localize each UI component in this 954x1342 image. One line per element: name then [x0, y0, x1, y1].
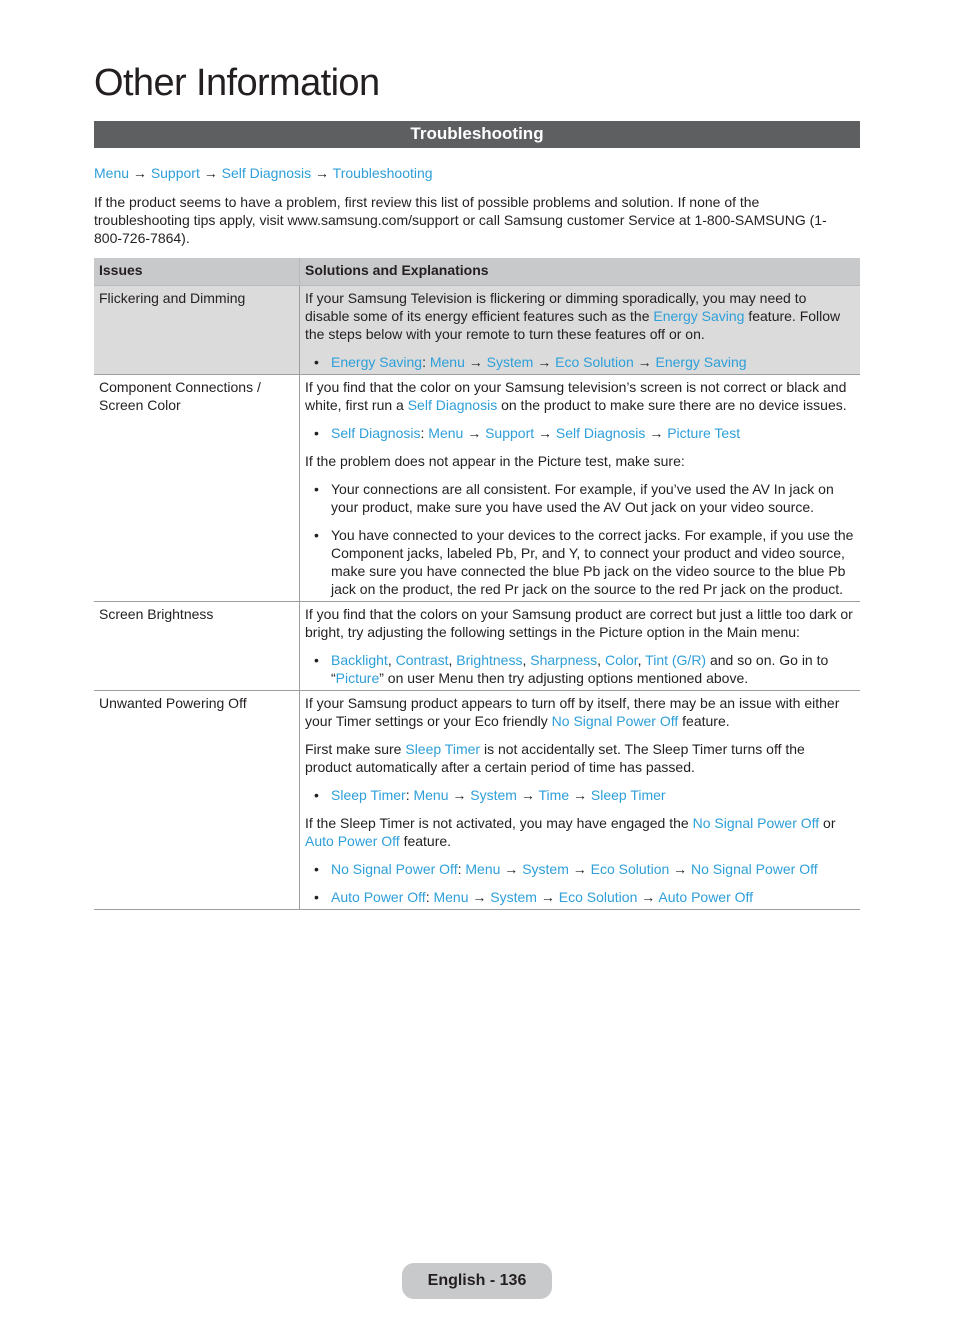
text: If your Samsung product appears to turn off by itself, there may be an issue with either your Timer settings or your Eco friendly: [305, 695, 840, 729]
bullet-list: [305, 651, 854, 687]
link-menu[interactable]: Menu: [413, 787, 449, 803]
troubleshooting-table: [94, 258, 860, 910]
arrow-icon: →: [538, 425, 553, 441]
link-system[interactable]: System: [486, 354, 534, 370]
text: feature.: [678, 713, 730, 729]
solution-paragraph: [305, 740, 854, 776]
link-no-signal-power-off[interactable]: No Signal Power Off: [691, 861, 818, 877]
arrow-icon: →: [673, 861, 688, 877]
menu-path-item: • No Signal Power Off: Menu → System → Eco Solution → No Signal Power Off: [331, 860, 854, 878]
arrow-icon: →: [540, 889, 555, 905]
issue-cell: Flickering and Dimming: [94, 286, 300, 375]
menu-path-item: • Auto Power Off: Menu → System → Eco Solution → Auto Power Off: [331, 888, 854, 906]
breadcrumb-menu[interactable]: Menu: [94, 165, 130, 181]
list-item: • Backlight, Contrast, Brightness, Sharpness, Color, Tint (G/R) and so on. Go in to “Picture” on user Menu then try adjusting options mentioned above.: [331, 651, 854, 687]
link-no-signal-power-off[interactable]: No Signal Power Off: [551, 713, 679, 729]
text: on the product to make sure there are no device issues.: [497, 397, 847, 413]
arrow-icon: →: [315, 165, 330, 181]
header-solutions: Solutions and Explanations: [300, 258, 861, 286]
text: feature. Follow the steps below with your remote to turn these features off or on.: [305, 308, 841, 342]
solution-paragraph: [305, 694, 854, 730]
breadcrumb-troubleshooting[interactable]: Troubleshooting: [332, 165, 433, 181]
link-brightness[interactable]: Brightness: [456, 652, 523, 668]
link-auto-power-off[interactable]: Auto Power Off: [331, 889, 426, 905]
link-picture[interactable]: Picture: [335, 670, 380, 686]
link-sleep-timer[interactable]: Sleep Timer: [590, 787, 666, 803]
link-auto-power-off[interactable]: Auto Power Off: [305, 833, 400, 849]
issue-cell: Unwanted Powering Off: [94, 691, 300, 910]
link-contrast[interactable]: Contrast: [395, 652, 449, 668]
link-auto-power-off[interactable]: Auto Power Off: [658, 889, 754, 905]
arrow-icon: →: [573, 787, 587, 803]
bullet-list: [305, 860, 854, 906]
text: If your Samsung Television is flickering or dimming sporadically, you may need to disable some of its energy efficient features such as the: [305, 290, 807, 324]
arrow-icon: →: [520, 787, 535, 803]
arrow-icon: →: [537, 354, 552, 370]
list-item: • Your connections are all consistent. For example, if you’ve used the AV In jack on your product, make sure you have used the AV Out jack on your video source.: [331, 480, 854, 516]
bullet-list: [305, 480, 854, 598]
solution-paragraph: If the problem does not appear in the Picture test, make sure:: [305, 453, 685, 469]
link-energy-saving[interactable]: Energy Saving: [655, 354, 747, 370]
solution-cell: [300, 375, 861, 602]
link-eco-solution[interactable]: Eco Solution: [555, 354, 634, 370]
solution-paragraph: [305, 814, 854, 850]
text: or: [819, 815, 836, 831]
arrow-icon: →: [637, 354, 652, 370]
solution-paragraph: If you find that the colors on your Samsung product are correct but just a little too dark or bright, try adjusting the following settings in the Picture option in the Main menu:: [305, 606, 853, 640]
arrow-icon: →: [132, 165, 147, 181]
text: ” on user Menu then try adjusting options mentioned above.: [379, 670, 749, 686]
menu-path-item: • Sleep Timer: Menu → System → Time → Sleep Timer: [331, 786, 854, 804]
page-number-badge: [402, 1263, 552, 1299]
issue-cell: Screen Brightness: [94, 602, 300, 691]
link-energy-saving[interactable]: Energy Saving: [331, 354, 423, 370]
arrow-icon: →: [468, 354, 483, 370]
table-row: [94, 375, 860, 602]
menu-path-item: • Energy Saving: Menu → System → Eco Solution → Energy Saving: [331, 353, 854, 371]
link-picture-test[interactable]: Picture Test: [667, 425, 741, 441]
arrow-icon: →: [504, 861, 519, 877]
page-title: Other Information: [94, 62, 380, 104]
link-menu[interactable]: Menu: [429, 354, 465, 370]
link-backlight[interactable]: Backlight: [331, 652, 388, 668]
link-menu[interactable]: Menu: [465, 861, 501, 877]
link-self-diagnosis[interactable]: Self Diagnosis: [407, 397, 498, 413]
bullet-list: [305, 353, 854, 371]
table-row: [94, 602, 860, 691]
issue-cell: Component Connections / Screen Color: [94, 375, 300, 602]
section-title: Troubleshooting: [410, 124, 544, 143]
table-row: [94, 286, 860, 375]
solution-cell: [300, 286, 861, 375]
link-color[interactable]: Color: [604, 652, 638, 668]
list-item: • You have connected to your devices to the correct jacks. For example, if you use the Component jacks, labeled Pb, Pr, and Y, to connect your product and video source, make sure you have connected the blue Pb jack on the video source to the blue Pb jack on the product, the red Pr jack on the source to the red Pr jack on the product.: [331, 526, 854, 598]
link-menu[interactable]: Menu: [433, 889, 469, 905]
arrow-icon: →: [641, 889, 656, 905]
arrow-icon: →: [649, 425, 664, 441]
bullet-list: [305, 424, 854, 442]
text: If the Sleep Timer is not activated, you may have engaged the: [305, 815, 693, 831]
link-self-diagnosis[interactable]: Self Diagnosis: [331, 425, 421, 441]
text: and so on. Go in to “: [331, 652, 829, 686]
link-no-signal-power-off[interactable]: No Signal Power Off: [692, 815, 820, 831]
link-menu[interactable]: Menu: [428, 425, 464, 441]
breadcrumb-support[interactable]: Support: [150, 165, 200, 181]
header-issues: Issues: [94, 258, 300, 286]
link-energy-saving[interactable]: Energy Saving: [653, 308, 745, 324]
link-eco-solution[interactable]: Eco Solution: [558, 889, 638, 905]
arrow-icon: →: [467, 425, 482, 441]
solution-paragraph: [305, 378, 854, 414]
arrow-icon: →: [203, 165, 218, 181]
breadcrumb-self-diagnosis[interactable]: Self Diagnosis: [221, 165, 312, 181]
link-sleep-timer[interactable]: Sleep Timer: [405, 741, 481, 757]
link-tint[interactable]: Tint (G/R): [645, 652, 707, 668]
arrow-icon: →: [572, 861, 587, 877]
arrow-icon: →: [452, 787, 467, 803]
link-system[interactable]: System: [522, 861, 569, 877]
link-self-diagnosis[interactable]: Self Diagnosis: [555, 425, 646, 441]
text: If you find that the color on your Samsung television’s screen is not correct or black and white, first run a: [305, 379, 847, 413]
link-sleep-timer[interactable]: Sleep Timer: [331, 787, 406, 803]
link-system[interactable]: System: [470, 787, 517, 803]
link-time[interactable]: Time: [538, 787, 570, 803]
link-support[interactable]: Support: [485, 425, 535, 441]
text: is not accidentally set. The Sleep Timer turns off the product automatically after a certain period of time has passed.: [305, 741, 805, 775]
link-eco-solution[interactable]: Eco Solution: [590, 861, 670, 877]
menu-path-breadcrumb: [94, 164, 433, 182]
page-number-label: English - 136: [427, 1272, 527, 1289]
solution-cell: [300, 602, 861, 691]
table-row: [94, 691, 860, 910]
text: feature.: [399, 833, 452, 849]
solution-paragraph: [305, 289, 854, 343]
link-no-signal-power-off[interactable]: No Signal Power Off: [331, 861, 458, 877]
table-header-row: [94, 258, 860, 286]
arrow-icon: →: [472, 889, 487, 905]
bullet-list: [305, 786, 854, 804]
link-system[interactable]: System: [490, 889, 537, 905]
menu-path-item: • Self Diagnosis: Menu → Support → Self Diagnosis → Picture Test: [331, 424, 854, 442]
link-sharpness[interactable]: Sharpness: [530, 652, 598, 668]
solution-cell: [300, 691, 861, 910]
intro-paragraph: If the product seems to have a problem, first review this list of possible problems and solution. If none of the troubleshooting tips apply, visit www.samsung.com/support or call Samsung customer Service at 1-800-SAMSUNG (1-800-726-7864).: [94, 194, 827, 246]
section-header-bar: [94, 121, 860, 148]
text: First make sure: [305, 741, 406, 757]
